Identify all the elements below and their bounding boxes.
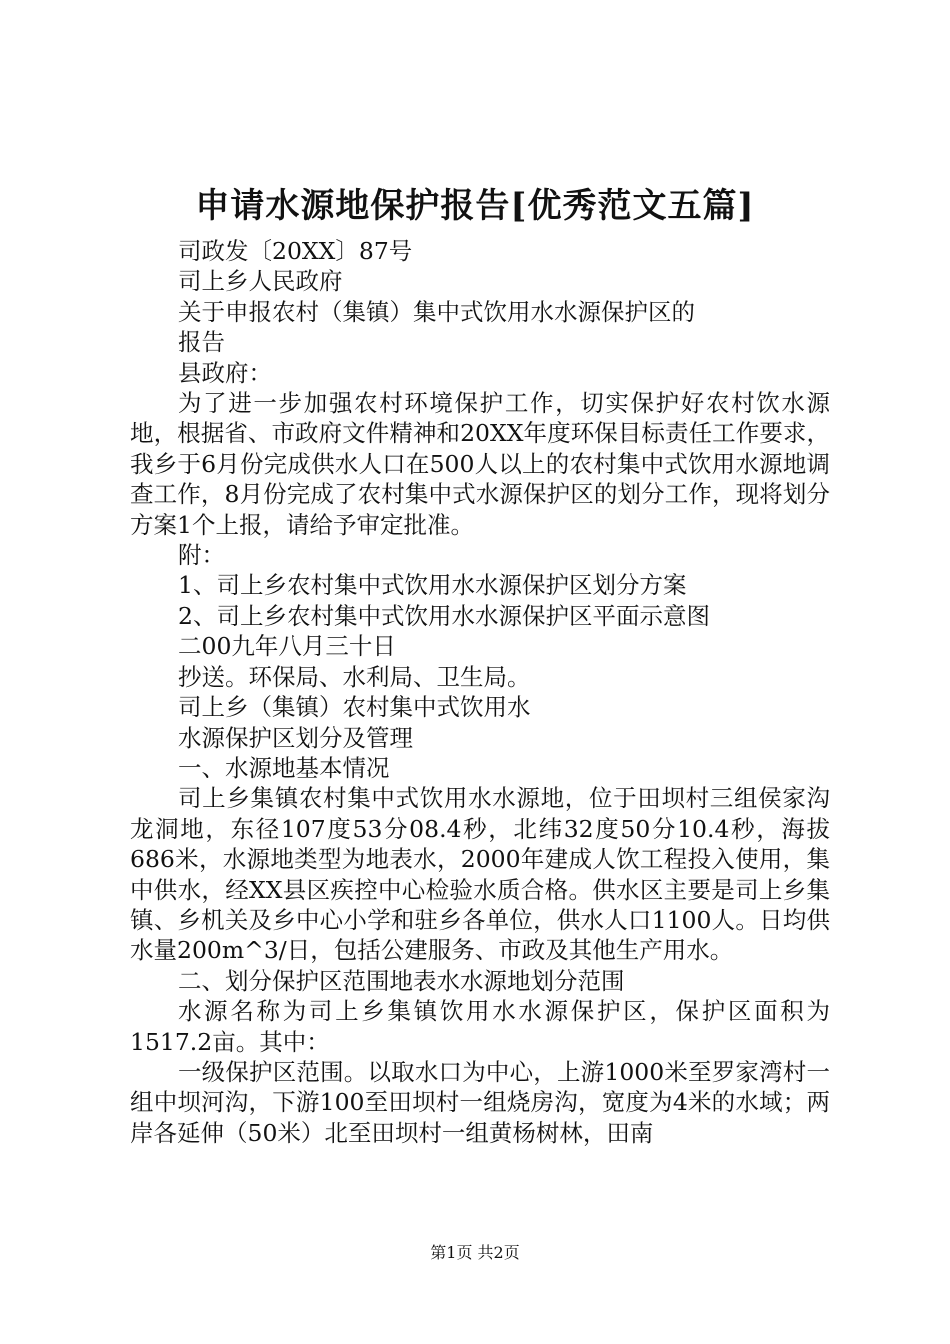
issuing-authority: 司上乡人民政府 — [178, 267, 343, 296]
doc-number: 司政发〔20XX〕87号 — [178, 237, 413, 265]
document-title: 申请水源地保护报告[优秀范文五篇] — [195, 186, 755, 226]
document-date: 二00九年八月三十日 — [178, 632, 396, 661]
section-title-2: 水源保护区划分及管理 — [178, 723, 413, 752]
body-paragraph: 司上乡集镇农村集中式饮用水水源地，位于田坝村三组侯家沟龙洞地，东径107度53分08.4秒，北纬32度50分10.4秒，海拔686米，水源地类型为地表水，2000年建成人饮工程投入使用，集中供水，经XX县区疾控中心检验水质合格。供水区主要是司上乡集镇、乡机关及乡中心小学和驻乡各单位，供水人口1100人。日均供水量200m^3/日，包括公建服务、市政及其他生产用水。 — [130, 784, 830, 965]
document-body — [130, 236, 830, 1148]
recipient: 县政府： — [178, 358, 272, 387]
page-footer: 第1页 共2页 — [430, 1243, 520, 1262]
cc-line: 抄送。环保局、水利局、卫生局。 — [178, 662, 531, 691]
section-heading: 一、水源地基本情况 — [178, 753, 390, 782]
body-paragraph: 一级保护区范围。以取水口为中心，上游1000米至罗家湾村一组中坝河沟，下游100至田坝村一组烧房沟，宽度为4米的水域；两岸各延伸（50米）北至田坝村一组黄杨树林，田南 — [130, 1057, 830, 1147]
attachment-item: 2、司上乡农村集中式饮用水水源保护区平面示意图 — [178, 601, 710, 630]
attachment-item: 1、司上乡农村集中式饮用水水源保护区划分方案 — [178, 571, 687, 600]
body-paragraph: 为了进一步加强农村环境保护工作，切实保护好农村饮水源地，根据省、市政府文件精神和20XX年度环保目标责任工作要求，我乡于6月份完成供水人口在500人以上的农村集中式饮用水源地调查工作，8月份完成了农村集中式水源保护区的划分工作，现将划分方案1个上报，请给予审定批准。 — [130, 389, 830, 539]
attachment-heading: 附： — [178, 541, 225, 570]
report-subject-line-2: 报告 — [178, 328, 225, 357]
section-heading: 二、划分保护区范围地表水水源地划分范围 — [178, 966, 625, 995]
report-subject-line: 关于申报农村（集镇）集中式饮用水水源保护区的 — [178, 297, 695, 326]
section-title: 司上乡（集镇）农村集中式饮用水 — [178, 693, 531, 722]
body-paragraph: 水源名称为司上乡集镇饮用水水源保护区，保护区面积为1517.2亩。其中： — [130, 997, 830, 1056]
